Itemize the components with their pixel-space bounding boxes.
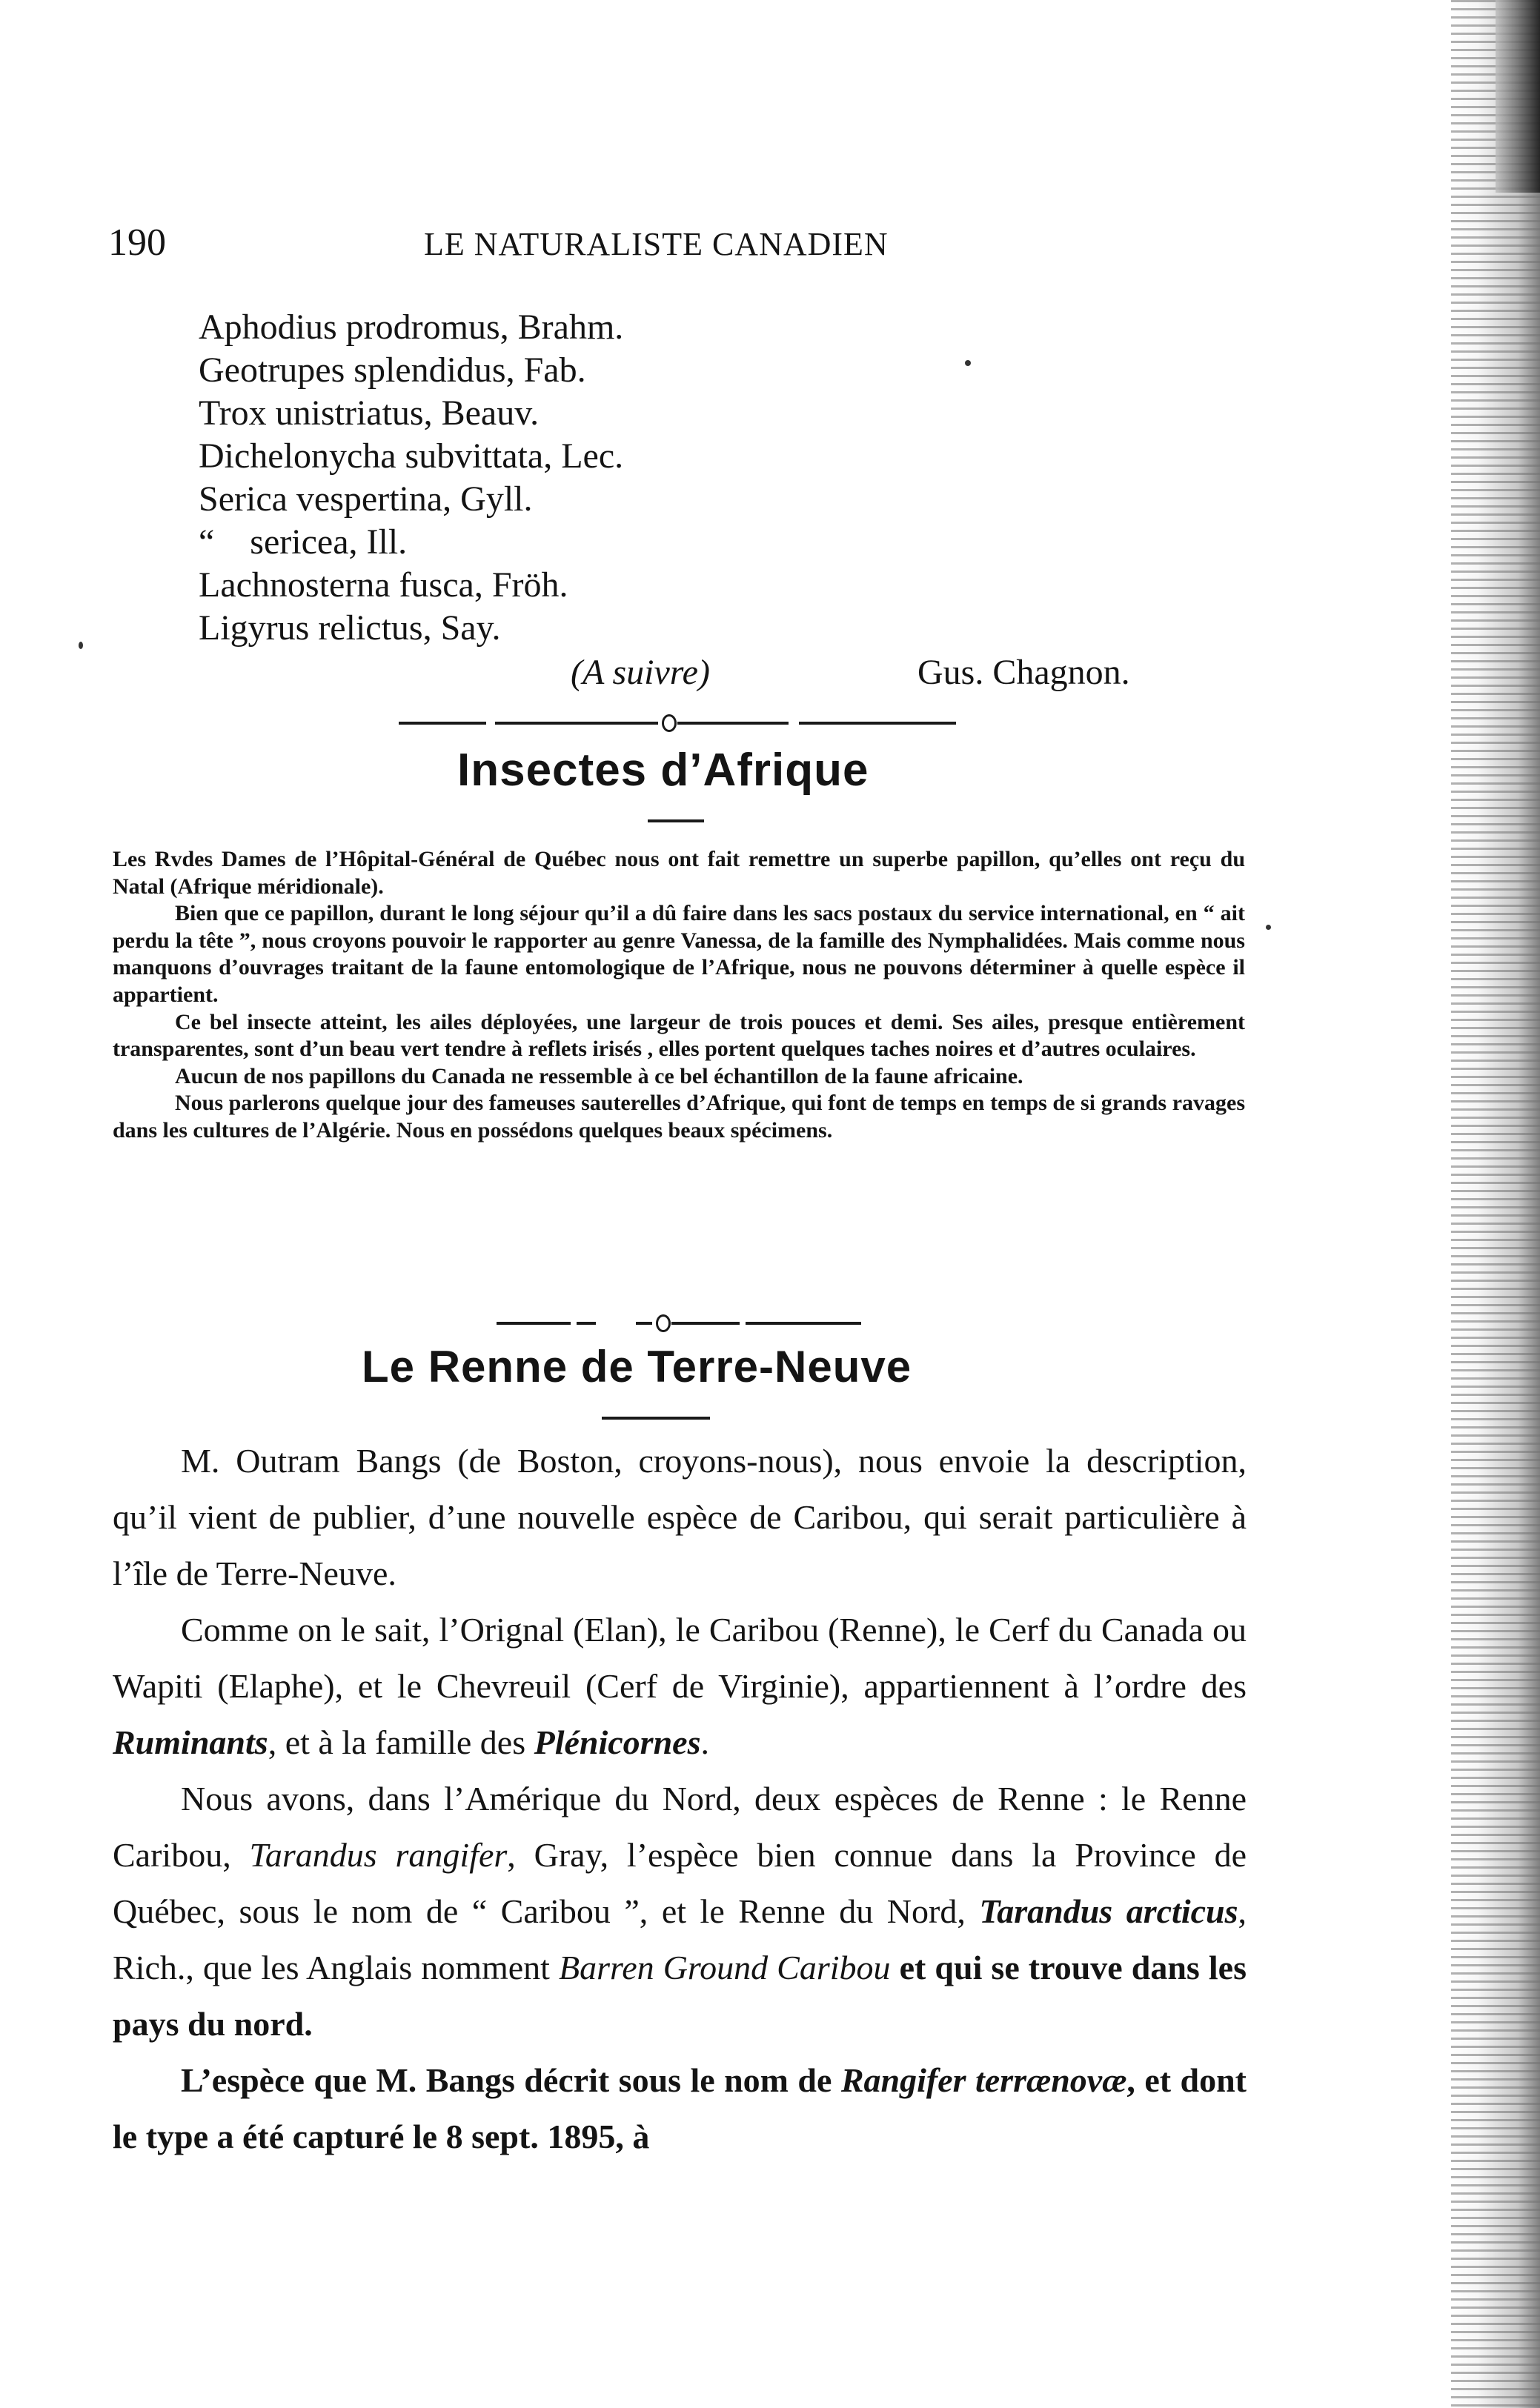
article-body — [113, 1433, 1247, 2165]
text-run: Nous avons, dans l’Amérique du Nord, deux espèces de Renne : le Renne Caribou, — [113, 1780, 1247, 1874]
text-run: et qui se trouve dans les pays du nord. — [113, 1949, 1247, 2043]
species-item: Dichelonycha subvittata, Lec. — [199, 436, 624, 476]
text-run: . — [700, 1723, 709, 1761]
taxon-name: Barren Ground Caribou — [559, 1949, 891, 1986]
title-underline — [602, 1417, 710, 1420]
text-run: L’espèce que M. Bangs décrit sous le nom de — [181, 2061, 841, 2099]
separator-ornament — [656, 1314, 671, 1332]
text-run: Comme on le sait, l’Orignal (Elan), le Caribou (Renne), le Cerf du Canada ou Wapiti (Elaphe), et le Chevreuil (Cerf de Virginie), appartiennent à l’ordre des — [113, 1611, 1247, 1705]
species-item: Aphodius prodromus, Brahm. — [199, 307, 624, 347]
scan-edge-shadow — [1451, 0, 1540, 2408]
paragraph — [113, 1771, 1247, 2052]
to-be-continued: (A suivre) — [571, 653, 710, 692]
separator-rule — [577, 1322, 596, 1325]
scan-speck — [965, 360, 971, 366]
species-item: Ligyrus relictus, Say. — [199, 608, 501, 648]
scan-speck — [79, 642, 83, 649]
text-run: , Gray, l’espèce bien connue dans la Province de Québec, sous le nom de “ Caribou ”, et le Renne du Nord, — [113, 1836, 1247, 1930]
author-signature: Gus. Chagnon. — [917, 653, 1130, 692]
title-underline — [648, 819, 704, 822]
separator-rule — [497, 1322, 571, 1325]
text-run: , Rich., que les Anglais nomment — [113, 1892, 1247, 1986]
species-item: Trox unistriatus, Beauv. — [199, 393, 540, 433]
scan-edge-shadow-top — [1496, 0, 1540, 193]
article-title: Le Renne de Terre-Neuve — [362, 1342, 912, 1391]
taxon-name: Tarandus rangifer — [249, 1836, 508, 1874]
paragraph — [113, 2052, 1247, 2165]
taxon-name: Tarandus arcticus — [979, 1892, 1238, 1930]
separator-ornament — [662, 714, 677, 732]
text-run: , et à la famille des — [268, 1723, 534, 1761]
page-number: 190 — [108, 222, 166, 264]
taxon-name: Ruminants — [113, 1723, 268, 1761]
separator-rule — [399, 722, 486, 725]
paragraph: M. Outram Bangs (de Boston, croyons-nous), nous envoie la description, qu’il vient de publier, d’une nouvelle espèce de Caribou, qui serait particulière à l’île de Terre-Neuve. — [113, 1442, 1247, 1592]
article-title: Insectes d’Afrique — [457, 745, 869, 796]
paragraph — [113, 1602, 1247, 1771]
taxon-name: Rangifer terrænovæ — [840, 2061, 1127, 2099]
species-item: “ sericea, Ill. — [199, 522, 408, 562]
paragraph: Aucun de nos papillons du Canada ne ressemble à ce bel échantillon de la faune africaine. — [175, 1063, 1023, 1088]
running-title: LE NATURALISTE CANADIEN — [424, 226, 889, 262]
paragraph: Bien que ce papillon, durant le long séjour qu’il a dû faire dans les sacs postaux du service international, en “ ait perdu la tête ”, nous croyons pouvoir le rapporter au genre Vanessa, de la famille des Nymphalidées. Mais comme nous manquons d’ouvrages traitant de la faune entomologique de l’Afrique, nous ne pouvons déterminer à quelle espèce il appartient. — [113, 901, 1245, 1007]
species-item: Serica vespertina, Gyll. — [199, 479, 533, 519]
separator-rule — [636, 1322, 652, 1325]
separator-rule — [671, 1322, 740, 1325]
taxon-name: Plénicornes — [534, 1723, 701, 1761]
separator-rule — [746, 1322, 861, 1325]
species-item: Lachnosterna fusca, Fröh. — [199, 565, 568, 605]
paragraph: Les Rvdes Dames de l’Hôpital-Général de Québec nous ont fait remettre un superbe papillon, qu’elles ont reçu du Natal (Afrique méridionale). — [113, 847, 1245, 899]
species-item: Geotrupes splendidus, Fab. — [199, 350, 586, 390]
separator-rule — [495, 722, 658, 725]
separator-rule — [677, 722, 789, 725]
paragraph: Ce bel insecte atteint, les ailes déployées, une largeur de trois pouces et demi. Ses ailes, presque entièrement transparentes, sont d’un beau vert tendre à reflets irisés , elles portent quelques taches noires et d’autres oculaires. — [113, 1009, 1245, 1062]
article-body — [113, 846, 1245, 1145]
separator-rule — [799, 722, 956, 725]
text-run: , et dont le type a été capturé le 8 sept. 1895, à — [113, 2061, 1247, 2155]
scan-speck — [1266, 925, 1271, 930]
paragraph: Nous parlerons quelque jour des fameuses sauterelles d’Afrique, qui font de temps en temps de si grands ravages dans les cultures de l’Algérie. Nous en possédons quelques beaux spécimens. — [113, 1091, 1245, 1143]
